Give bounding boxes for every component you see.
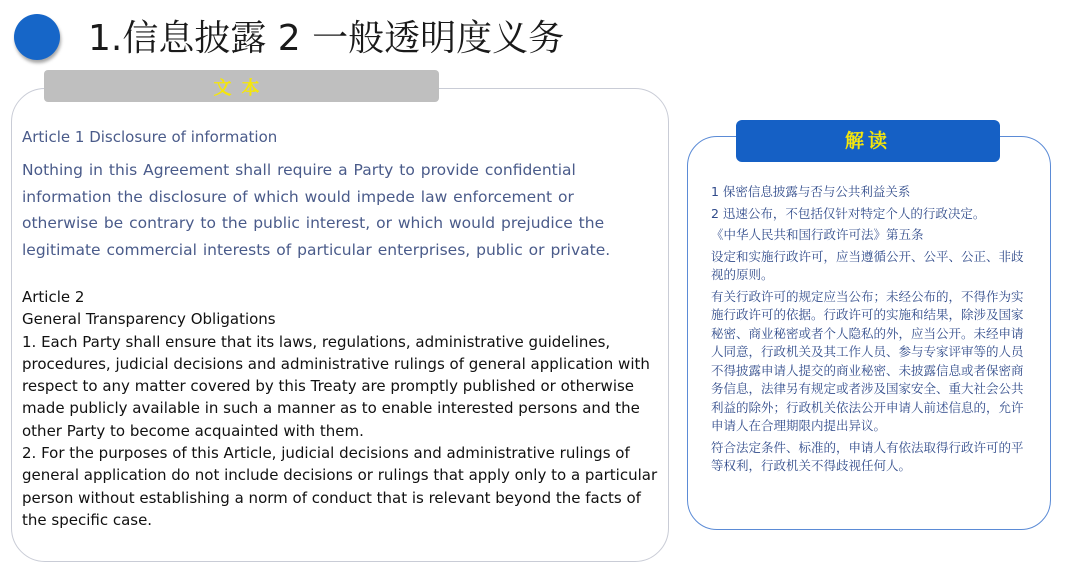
article1-body: Nothing in this Agreement shall require a Party to provide confidential information the disclosure of which would impede law enforcement or otherwise be contrary to the public interest, or which would prejudice the legitimate commercial interests of particular enterprises, public or private. (22, 161, 611, 259)
article1-title: Article 1 Disclosure of information (22, 128, 278, 146)
interpretation-text (711, 183, 1033, 479)
interpretation-line: 有关行政许可的规定应当公布；未经公布的，不得作为实施行政许可的依据。行政许可的实施和结果，除涉及国家秘密、商业秘密或者个人隐私的外，应当公开。未经申请人同意，行政机关及其工作人员、参与专家评审等的人员不得披露申请人提交的商业秘密、未披露信息或者保密商务信息，法律另有规定或者涉及国家安全、重大社会公共利益的除外；行政机关依法公开申请人前述信息的，允许申请人在合理期限内提出异议。 (711, 288, 1024, 433)
article2-paragraph-1: 1. Each Party shall ensure that its laws, regulations, administrative guidelines, procedures, judicial decisions and administrative rulings of general application with respect to any matter covered by this Treaty are promptly published or otherwise made publicly available in such a manner as to enable interested persons and the other Party to become acquainted with them. (22, 332, 650, 440)
interpretation-panel-tab: 解读 (736, 120, 1000, 162)
article2-paragraph-2: 2. For the purposes of this Article, judicial decisions and administrative rulings of general application do not include decisions or rulings that apply only to a particular person without establishing a norm of conduct that is relevant beyond the facts of the specific case. (22, 444, 658, 529)
text-panel-tab: 文本 (44, 70, 439, 102)
page-title: 1.信息披露 2 一般透明度义务 (88, 18, 565, 59)
title-bullet-circle (14, 14, 60, 60)
article1-section (22, 126, 652, 263)
article2-subtitle: General Transparency Obligations (22, 310, 276, 329)
article2-section (22, 286, 662, 531)
interpretation-line: 符合法定条件、标准的，申请人有依法取得行政许可的平等权利，行政机关不得歧视任何人。 (711, 439, 1024, 473)
interpretation-line: 《中华人民共和国行政许可法》第五条 (711, 227, 924, 242)
interpretation-line: 2 迅速公布，不包括仅针对特定个人的行政决定。 (711, 205, 986, 221)
interpretation-line: 1 保密信息披露与否与公共利益关系 (711, 184, 911, 199)
article2-title: Article 2 (22, 288, 85, 306)
interpretation-line: 设定和实施行政许可，应当遵循公开、公平、公正、非歧视的原则。 (711, 248, 1024, 282)
